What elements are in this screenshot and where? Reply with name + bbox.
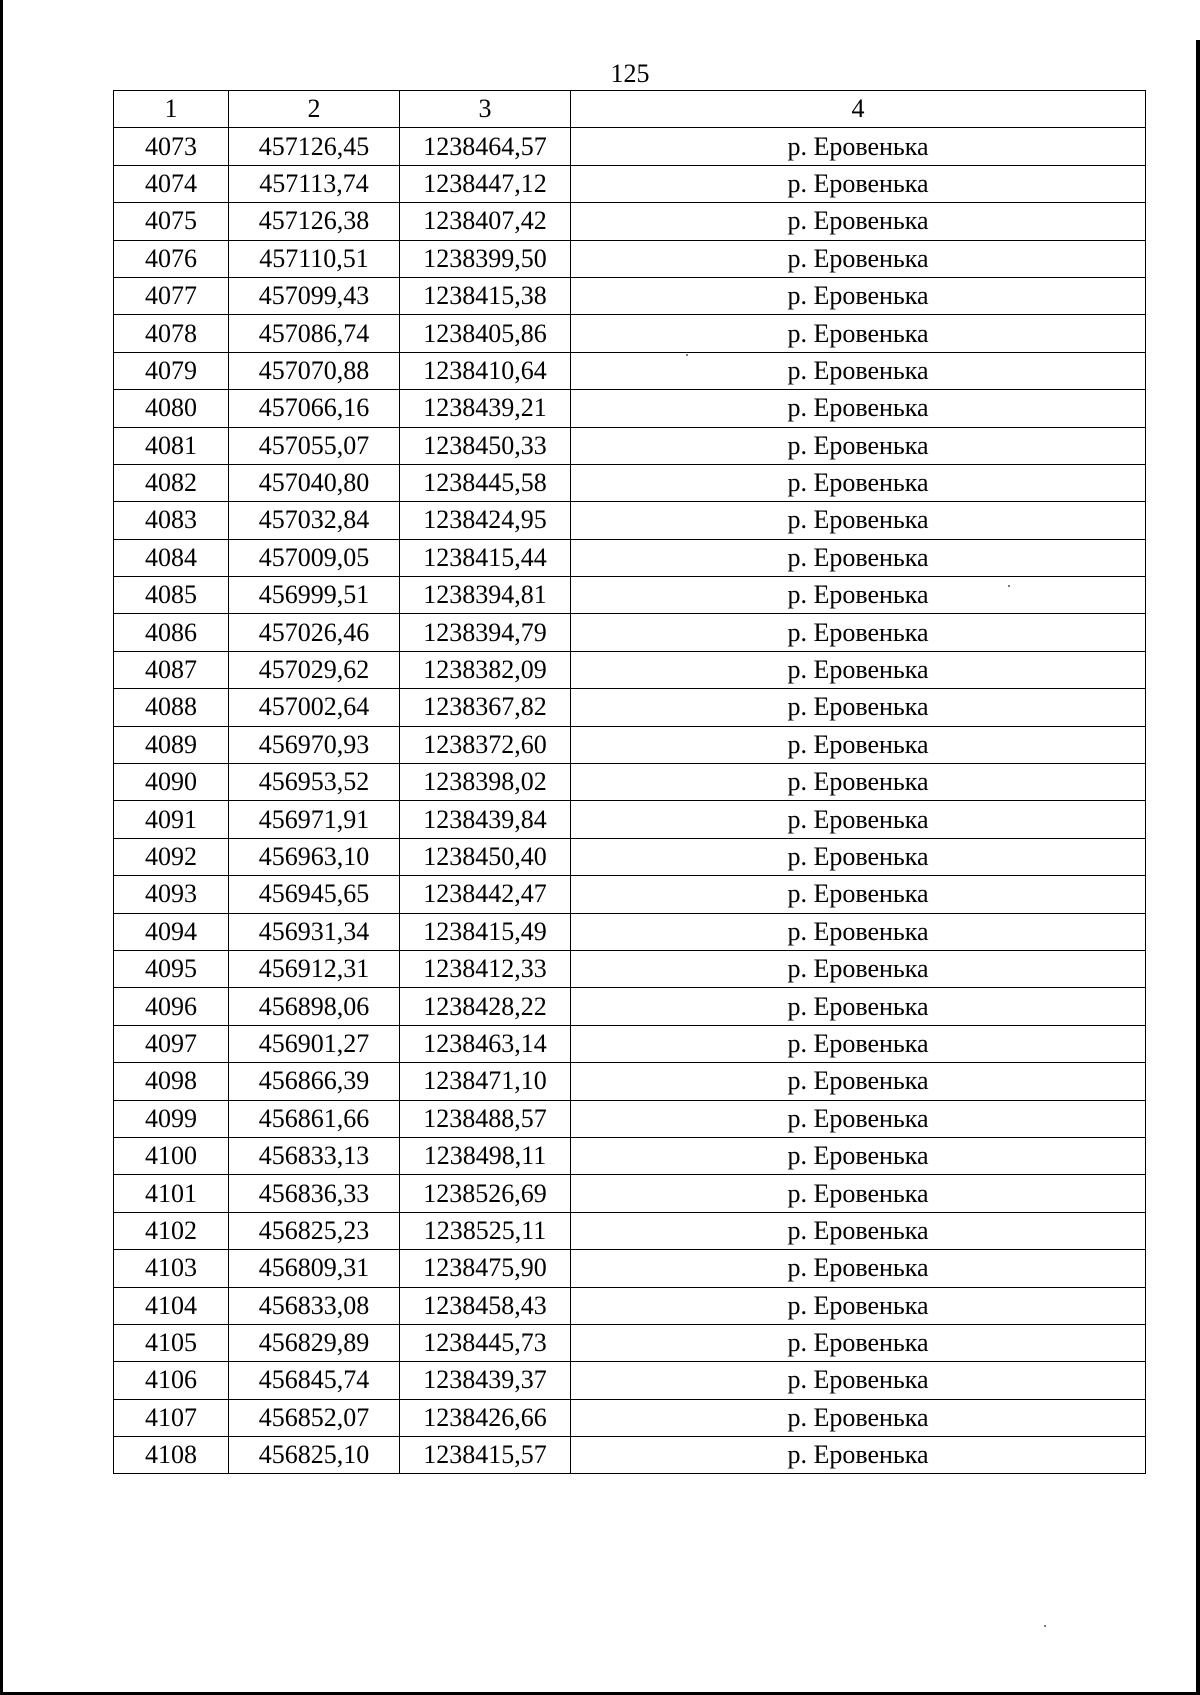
point-number-cell: 4085	[114, 577, 229, 614]
y-coordinate-cell: 1238445,73	[400, 1324, 571, 1361]
description-cell: р. Еровенька	[571, 1100, 1146, 1137]
point-number-cell: 4075	[114, 203, 229, 240]
table-row	[114, 165, 1146, 202]
y-coordinate-cell: 1238464,57	[400, 128, 571, 165]
description-cell: р. Еровенька	[571, 1175, 1146, 1212]
point-number-cell: 4083	[114, 502, 229, 539]
y-coordinate-cell: 1238399,50	[400, 240, 571, 277]
table-row	[114, 1212, 1146, 1249]
table-row	[114, 502, 1146, 539]
description-cell: р. Еровенька	[571, 950, 1146, 987]
y-coordinate-cell: 1238412,33	[400, 950, 571, 987]
x-coordinate-cell: 456866,39	[229, 1063, 400, 1100]
point-number-cell: 4081	[114, 427, 229, 464]
table-row	[114, 464, 1146, 501]
x-coordinate-cell: 456836,33	[229, 1175, 400, 1212]
y-coordinate-cell: 1238488,57	[400, 1100, 571, 1137]
point-number-cell: 4104	[114, 1287, 229, 1324]
x-coordinate-cell: 457099,43	[229, 277, 400, 314]
header-cell-col-4: 4	[571, 91, 1146, 128]
description-cell: р. Еровенька	[571, 1362, 1146, 1399]
point-number-cell: 4076	[114, 240, 229, 277]
table-row	[114, 913, 1146, 950]
x-coordinate-cell: 456971,91	[229, 801, 400, 838]
description-cell: р. Еровенька	[571, 651, 1146, 688]
x-coordinate-cell: 457126,38	[229, 203, 400, 240]
scan-border-left	[0, 0, 3, 1695]
x-coordinate-cell: 456845,74	[229, 1362, 400, 1399]
x-coordinate-cell: 456825,10	[229, 1437, 400, 1474]
x-coordinate-cell: 457040,80	[229, 464, 400, 501]
x-coordinate-cell: 457110,51	[229, 240, 400, 277]
point-number-cell: 4091	[114, 801, 229, 838]
table-row	[114, 838, 1146, 875]
table-row	[114, 614, 1146, 651]
description-cell: р. Еровенька	[571, 128, 1146, 165]
x-coordinate-cell: 457002,64	[229, 689, 400, 726]
point-number-cell: 4103	[114, 1250, 229, 1287]
description-cell: р. Еровенька	[571, 1250, 1146, 1287]
y-coordinate-cell: 1238498,11	[400, 1137, 571, 1174]
description-cell: р. Еровенька	[571, 1063, 1146, 1100]
description-cell: р. Еровенька	[571, 1399, 1146, 1436]
description-cell: р. Еровенька	[571, 1287, 1146, 1324]
table-row	[114, 390, 1146, 427]
point-number-cell: 4088	[114, 689, 229, 726]
description-cell: р. Еровенька	[571, 502, 1146, 539]
table-row	[114, 1025, 1146, 1062]
x-coordinate-cell: 456901,27	[229, 1025, 400, 1062]
description-cell: р. Еровенька	[571, 726, 1146, 763]
x-coordinate-cell: 456825,23	[229, 1212, 400, 1249]
table-row	[114, 1287, 1146, 1324]
table-row	[114, 876, 1146, 913]
table-row	[114, 277, 1146, 314]
table-row	[114, 1137, 1146, 1174]
table-row	[114, 1362, 1146, 1399]
table-row	[114, 801, 1146, 838]
y-coordinate-cell: 1238426,66	[400, 1399, 571, 1436]
header-cell-col-3: 3	[400, 91, 571, 128]
point-number-cell: 4074	[114, 165, 229, 202]
x-coordinate-cell: 457029,62	[229, 651, 400, 688]
table-row	[114, 1100, 1146, 1137]
x-coordinate-cell: 457055,07	[229, 427, 400, 464]
table-row	[114, 1399, 1146, 1436]
point-number-cell: 4086	[114, 614, 229, 651]
x-coordinate-cell: 457113,74	[229, 165, 400, 202]
point-number-cell: 4078	[114, 315, 229, 352]
table-row	[114, 950, 1146, 987]
scan-speck	[686, 354, 688, 356]
y-coordinate-cell: 1238382,09	[400, 651, 571, 688]
description-cell: р. Еровенька	[571, 1025, 1146, 1062]
coordinates-table	[113, 90, 1146, 1474]
table-row	[114, 352, 1146, 389]
table-row	[114, 315, 1146, 352]
y-coordinate-cell: 1238424,95	[400, 502, 571, 539]
description-cell: р. Еровенька	[571, 764, 1146, 801]
x-coordinate-cell: 457032,84	[229, 502, 400, 539]
point-number-cell: 4098	[114, 1063, 229, 1100]
y-coordinate-cell: 1238405,86	[400, 315, 571, 352]
point-number-cell: 4095	[114, 950, 229, 987]
table-row	[114, 240, 1146, 277]
description-cell: р. Еровенька	[571, 165, 1146, 202]
x-coordinate-cell: 457126,45	[229, 128, 400, 165]
header-cell-col-1: 1	[114, 91, 229, 128]
table-row	[114, 1437, 1146, 1474]
description-cell: р. Еровенька	[571, 577, 1146, 614]
y-coordinate-cell: 1238471,10	[400, 1063, 571, 1100]
x-coordinate-cell: 456963,10	[229, 838, 400, 875]
table-row	[114, 1250, 1146, 1287]
table-row	[114, 1175, 1146, 1212]
table-row	[114, 988, 1146, 1025]
y-coordinate-cell: 1238415,49	[400, 913, 571, 950]
x-coordinate-cell: 456912,31	[229, 950, 400, 987]
x-coordinate-cell: 456829,89	[229, 1324, 400, 1361]
description-cell: р. Еровенька	[571, 427, 1146, 464]
y-coordinate-cell: 1238415,57	[400, 1437, 571, 1474]
table-row	[114, 203, 1146, 240]
point-number-cell: 4093	[114, 876, 229, 913]
x-coordinate-cell: 456833,13	[229, 1137, 400, 1174]
x-coordinate-cell: 456945,65	[229, 876, 400, 913]
table-body	[114, 128, 1146, 1474]
description-cell: р. Еровенька	[571, 203, 1146, 240]
table-row	[114, 539, 1146, 576]
y-coordinate-cell: 1238450,40	[400, 838, 571, 875]
point-number-cell: 4094	[114, 913, 229, 950]
point-number-cell: 4097	[114, 1025, 229, 1062]
point-number-cell: 4073	[114, 128, 229, 165]
x-coordinate-cell: 457009,05	[229, 539, 400, 576]
y-coordinate-cell: 1238450,33	[400, 427, 571, 464]
description-cell: р. Еровенька	[571, 838, 1146, 875]
x-coordinate-cell: 457070,88	[229, 352, 400, 389]
description-cell: р. Еровенька	[571, 390, 1146, 427]
table-row	[114, 764, 1146, 801]
description-cell: р. Еровенька	[571, 464, 1146, 501]
point-number-cell: 4079	[114, 352, 229, 389]
table-row	[114, 577, 1146, 614]
scan-speck	[1008, 585, 1010, 587]
x-coordinate-cell: 456809,31	[229, 1250, 400, 1287]
description-cell: р. Еровенька	[571, 1137, 1146, 1174]
description-cell: р. Еровенька	[571, 352, 1146, 389]
table-row	[114, 726, 1146, 763]
point-number-cell: 4106	[114, 1362, 229, 1399]
y-coordinate-cell: 1238394,81	[400, 577, 571, 614]
y-coordinate-cell: 1238447,12	[400, 165, 571, 202]
description-cell: р. Еровенька	[571, 539, 1146, 576]
x-coordinate-cell: 456861,66	[229, 1100, 400, 1137]
point-number-cell: 4082	[114, 464, 229, 501]
scan-border-right	[1196, 40, 1200, 1695]
point-number-cell: 4105	[114, 1324, 229, 1361]
y-coordinate-cell: 1238398,02	[400, 764, 571, 801]
y-coordinate-cell: 1238439,84	[400, 801, 571, 838]
scan-speck	[1044, 1625, 1046, 1627]
y-coordinate-cell: 1238439,21	[400, 390, 571, 427]
x-coordinate-cell: 456833,08	[229, 1287, 400, 1324]
table-row	[114, 1063, 1146, 1100]
point-number-cell: 4080	[114, 390, 229, 427]
point-number-cell: 4092	[114, 838, 229, 875]
x-coordinate-cell: 457026,46	[229, 614, 400, 651]
description-cell: р. Еровенька	[571, 801, 1146, 838]
header-cell-col-2: 2	[229, 91, 400, 128]
y-coordinate-cell: 1238428,22	[400, 988, 571, 1025]
y-coordinate-cell: 1238367,82	[400, 689, 571, 726]
x-coordinate-cell: 457086,74	[229, 315, 400, 352]
description-cell: р. Еровенька	[571, 876, 1146, 913]
table-row	[114, 1324, 1146, 1361]
point-number-cell: 4099	[114, 1100, 229, 1137]
point-number-cell: 4084	[114, 539, 229, 576]
y-coordinate-cell: 1238372,60	[400, 726, 571, 763]
description-cell: р. Еровенька	[571, 614, 1146, 651]
y-coordinate-cell: 1238442,47	[400, 876, 571, 913]
y-coordinate-cell: 1238407,42	[400, 203, 571, 240]
y-coordinate-cell: 1238439,37	[400, 1362, 571, 1399]
y-coordinate-cell: 1238525,11	[400, 1212, 571, 1249]
y-coordinate-cell: 1238415,44	[400, 539, 571, 576]
description-cell: р. Еровенька	[571, 1437, 1146, 1474]
x-coordinate-cell: 456852,07	[229, 1399, 400, 1436]
description-cell: р. Еровенька	[571, 315, 1146, 352]
y-coordinate-cell: 1238445,58	[400, 464, 571, 501]
description-cell: р. Еровенька	[571, 1324, 1146, 1361]
description-cell: р. Еровенька	[571, 913, 1146, 950]
table-header-row	[114, 91, 1146, 128]
description-cell: р. Еровенька	[571, 1212, 1146, 1249]
table-row	[114, 128, 1146, 165]
y-coordinate-cell: 1238475,90	[400, 1250, 571, 1287]
x-coordinate-cell: 456970,93	[229, 726, 400, 763]
point-number-cell: 4087	[114, 651, 229, 688]
x-coordinate-cell: 456898,06	[229, 988, 400, 1025]
point-number-cell: 4089	[114, 726, 229, 763]
table-row	[114, 689, 1146, 726]
y-coordinate-cell: 1238410,64	[400, 352, 571, 389]
point-number-cell: 4077	[114, 277, 229, 314]
x-coordinate-cell: 456931,34	[229, 913, 400, 950]
x-coordinate-cell: 456999,51	[229, 577, 400, 614]
description-cell: р. Еровенька	[571, 988, 1146, 1025]
y-coordinate-cell: 1238415,38	[400, 277, 571, 314]
point-number-cell: 4090	[114, 764, 229, 801]
x-coordinate-cell: 457066,16	[229, 390, 400, 427]
point-number-cell: 4096	[114, 988, 229, 1025]
point-number-cell: 4102	[114, 1212, 229, 1249]
y-coordinate-cell: 1238458,43	[400, 1287, 571, 1324]
description-cell: р. Еровенька	[571, 689, 1146, 726]
y-coordinate-cell: 1238394,79	[400, 614, 571, 651]
table-row	[114, 427, 1146, 464]
point-number-cell: 4108	[114, 1437, 229, 1474]
y-coordinate-cell: 1238526,69	[400, 1175, 571, 1212]
description-cell: р. Еровенька	[571, 277, 1146, 314]
page-number: 125	[610, 59, 650, 88]
x-coordinate-cell: 456953,52	[229, 764, 400, 801]
point-number-cell: 4101	[114, 1175, 229, 1212]
point-number-cell: 4107	[114, 1399, 229, 1436]
description-cell: р. Еровенька	[571, 240, 1146, 277]
point-number-cell: 4100	[114, 1137, 229, 1174]
y-coordinate-cell: 1238463,14	[400, 1025, 571, 1062]
table-row	[114, 651, 1146, 688]
